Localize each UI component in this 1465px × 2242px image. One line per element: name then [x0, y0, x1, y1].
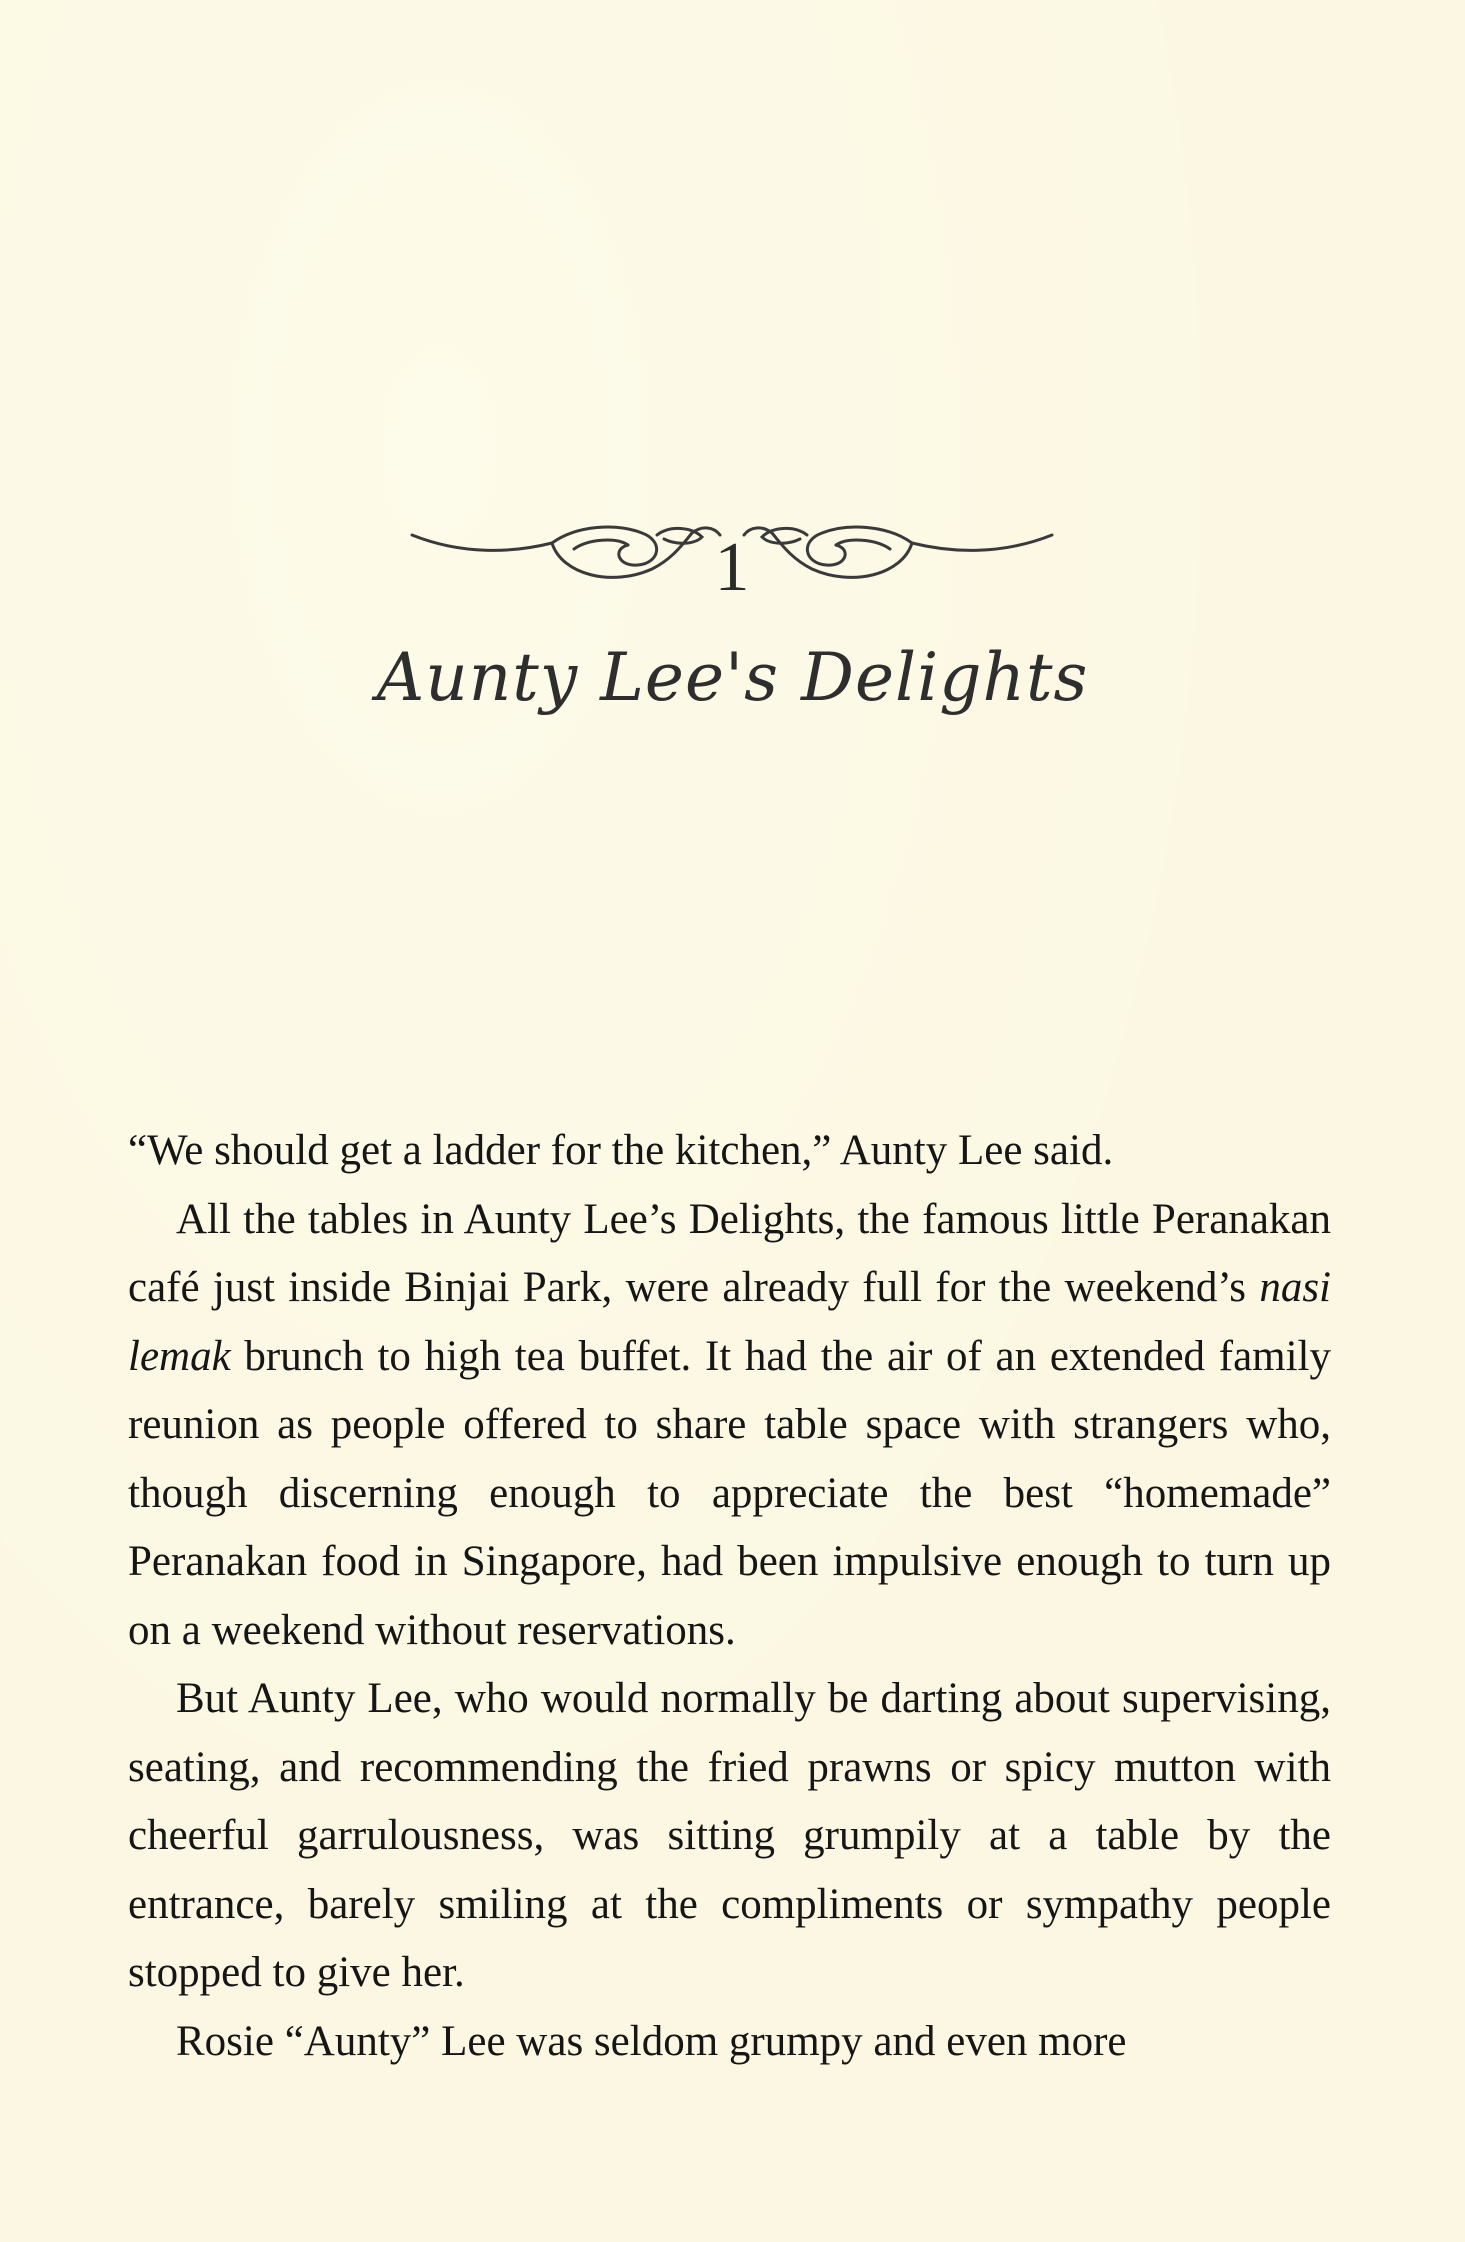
paragraph: But Aunty Lee, who would normally be darting about supervising, seating, and recommending the fried prawns or spicy mutton with cheerful garrulousness, was sitting grumpily at a table by the entrance, barely smiling at the compliments or sympathy people stopped to give her. [128, 1675, 1331, 1996]
paragraph: Rosie “Aunty” Lee was seldom grumpy and even more [176, 2017, 1127, 2065]
paragraph: “We should get a ladder for the kitchen,” Aunty Lee said. [128, 1127, 1114, 1174]
paragraph-text: brunch to high tea buffet. It had the air of an extended family reunion as people offered to share table space with strangers who, though discerning enough to appreciate the best “homemade” Peranakan food in Singapore, had been impulsive enough to turn up on a weekend without reservations. [128, 1332, 1331, 1654]
italic-phrase: nasi lemak [128, 1264, 1331, 1380]
paragraph [128, 1186, 1331, 1666]
chapter-title: Aunty Lee's Delights [376, 639, 1089, 716]
body-text [128, 1117, 1331, 2076]
paragraph-text: All the tables in Aunty Lee’s Delights, the famous little Peranakan café just inside Binjai Park, were already full for the weekend’s [128, 1195, 1331, 1311]
chapter-number: 1 [714, 529, 750, 606]
